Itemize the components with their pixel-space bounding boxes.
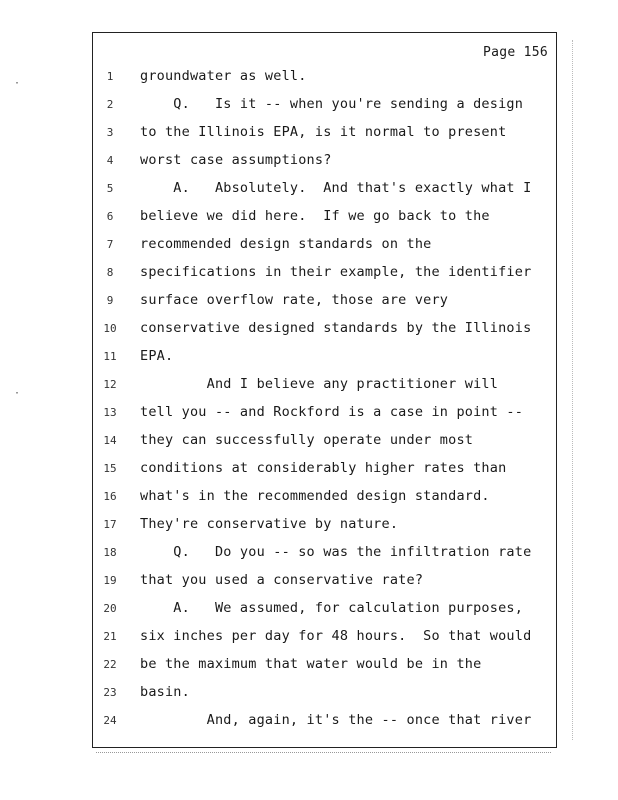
line-number: 3 (106, 126, 114, 139)
line-number: 18 (103, 546, 117, 559)
line-number: 19 (103, 574, 117, 587)
line-number: 1 (106, 70, 114, 83)
transcript-line: what's in the recommended design standard. (140, 488, 490, 504)
transcript-line: tell you -- and Rockford is a case in point -- (140, 404, 524, 420)
transcript-line: surface overflow rate, those are very (140, 292, 449, 308)
line-number: 12 (103, 378, 117, 391)
transcript-line: EPA. (140, 348, 174, 364)
transcript-line: basin. (140, 684, 190, 700)
transcript-line: they can successfully operate under most (140, 432, 474, 448)
transcript-line: worst case assumptions? (140, 152, 332, 168)
transcript-line: Q. Is it -- when you're sending a design (140, 96, 524, 112)
transcript-line: And, again, it's the -- once that river (140, 712, 532, 728)
line-number: 9 (106, 294, 114, 307)
line-number: 24 (103, 714, 117, 727)
line-number: 5 (106, 182, 114, 195)
line-number: 8 (106, 266, 114, 279)
line-number: 2 (106, 98, 114, 111)
line-number: 4 (106, 154, 114, 167)
transcript-line: And I believe any practitioner will (140, 376, 499, 392)
transcript-line: that you used a conservative rate? (140, 572, 424, 588)
line-number: 6 (106, 210, 114, 223)
page-number: Page 156 (482, 45, 548, 60)
line-number: 14 (103, 434, 117, 447)
transcript-line: A. Absolutely. And that's exactly what I (140, 180, 532, 196)
transcript-line: A. We assumed, for calculation purposes, (140, 600, 524, 616)
line-number: 21 (103, 630, 117, 643)
transcript-line: specifications in their example, the identifier (140, 264, 532, 280)
transcript-line: conditions at considerably higher rates than (140, 460, 507, 476)
transcript-line: recommended design standards on the (140, 236, 432, 252)
transcript-line: Q. Do you -- so was the infiltration rate (140, 544, 532, 560)
line-number: 15 (103, 462, 117, 475)
line-number: 16 (103, 490, 117, 503)
transcript-line: six inches per day for 48 hours. So that would (140, 628, 532, 644)
transcript-line: to the Illinois EPA, is it normal to present (140, 124, 507, 140)
scan-bottom-artifact (96, 752, 551, 754)
transcript-line: They're conservative by nature. (140, 516, 399, 532)
line-number: 22 (103, 658, 117, 671)
line-number: 11 (103, 350, 117, 363)
line-number: 10 (103, 322, 117, 335)
line-number: 7 (106, 238, 114, 251)
transcript-line: groundwater as well. (140, 68, 307, 84)
line-number: 20 (103, 602, 117, 615)
margin-mark: · (14, 78, 21, 89)
line-number: 17 (103, 518, 117, 531)
line-number: 13 (103, 406, 117, 419)
line-number: 23 (103, 686, 117, 699)
scan-edge-artifact (572, 40, 576, 740)
transcript-line: believe we did here. If we go back to the (140, 208, 490, 224)
transcript-line: be the maximum that water would be in the (140, 656, 482, 672)
transcript-line: conservative designed standards by the Illinois (140, 320, 532, 336)
margin-mark: · (14, 388, 21, 399)
